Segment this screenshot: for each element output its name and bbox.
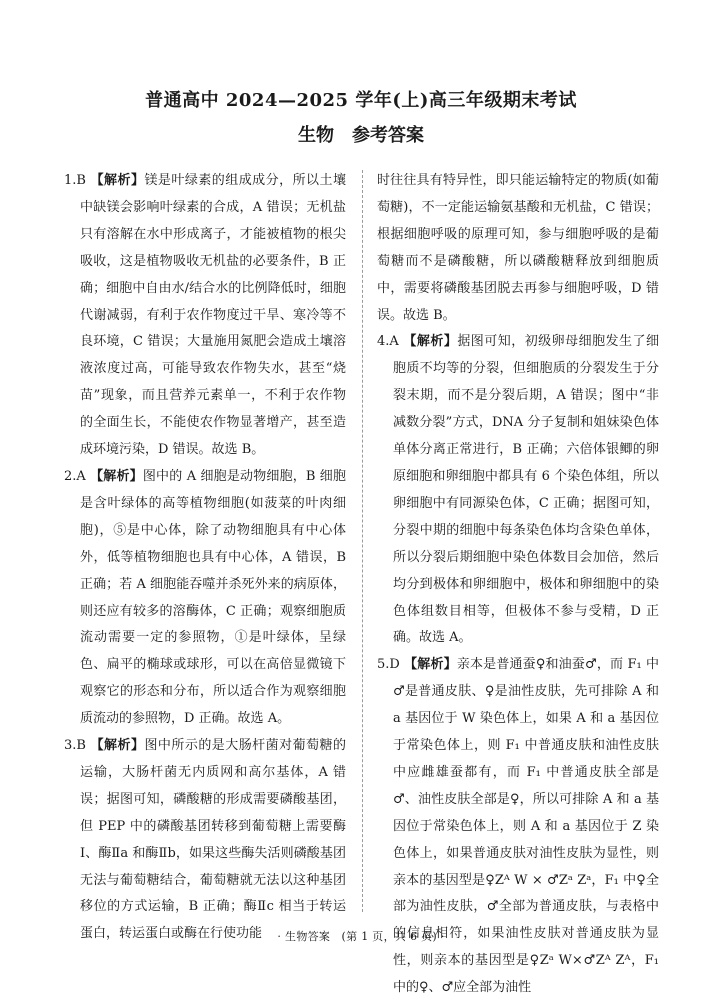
answer-item-4	[377, 329, 659, 652]
left-column	[64, 168, 346, 948]
answer-item-3-continuation: 时往往具有特异性，即只能运输特定的物质(如葡萄糖)，不一定能运输氨基酸和无机盐，C 错误；根据细胞呼吸的原理可知，参与细胞呼吸的是葡萄糖而不是磷酸糖，所以磷酸糖释放到细胞质中，需要将磷酸基团脱去再参与细胞呼吸，D 错误。故选 B。	[377, 173, 659, 323]
answer-text: 亲本是普通蚕♀和油蚕♂，而 F₁ 中♂是普通皮肤、♀是油性皮肤，先可排除 A 和 a 基因位于 W 染色体上，如果 A 和 a 基因位于常染色体上，则 F₁ 中普通皮肤和油性皮肤中应雌雄蚕都有，而 F₁ 中普通皮肤全部是♂、油性皮肤全部是♀，所以可排除 A 和 a 基因位于常染色体上，则 A 和 a 基因位于 Z 染色体上，如果普通皮肤对油性皮肤为显性，则亲本的基因型是♀Zᴬ W × ♂Zᵃ Zᵃ，F₁ 中♀全部为油性皮肤，♂全部为普通皮肤，与表格中的信息相符，如果油性皮肤对普通皮肤为显性，则亲本的基因型是♀Zᵃ W×♂Zᴬ Zᴬ，F₁ 中的♀、♂应全部为油性	[393, 657, 660, 996]
answer-number: 4.A	[377, 334, 399, 350]
analysis-tag: 【解析】	[404, 657, 457, 673]
answer-number: 1.B	[64, 173, 86, 188]
analysis-tag: 【解析】	[90, 173, 145, 188]
right-column	[377, 168, 659, 1002]
answer-text: 图中的 A 细胞是动物细胞，B 细胞是含叶绿体的高等植物细胞(如菠菜的叶肉细胞)，⑤是中心体，除了动物细胞具有中心体外，低等植物细胞也具有中心体，A 错误，B 正确；若 A 细胞能吞噬并杀死外来的病原体，则还应有较多的溶酶体，C 正确；观察细胞质流动需要一定的参照物，①是叶绿体，呈绿色、扁平的椭球或球形，可以在高倍显微镜下观察它的形态和分布，所以适合作为观察细胞质流动的参照物，D 正确。故选 A。	[80, 468, 346, 727]
answer-item-2	[64, 464, 346, 733]
answer-number: 3.B	[64, 738, 86, 754]
page-title: 普通高中 2024—2025 学年(上)高三年级期末考试	[145, 90, 577, 111]
answer-text: 据图可知，初级卵母细胞发生了细胞质不均等的分裂，但细胞质的分裂发生于分裂末期，而不是分裂后期，A 错误；图中“非减数分裂”方式，DNA 分子复制和姐妹染色体单体分离正常进行，B 正确；六倍体银鲫的卵原细胞和卵细胞中都具有 6 个染色体组，所以卵细胞中有同源染色体，C 正确；据图可知，分裂中期的细胞中每条染色体均含染色单体，所以分裂后期细胞中染色体数目会加倍，然后均分到极体和卵细胞中，极体和卵细胞中的染色体组数目相等，但极体不参与受精，D 正确。故选 A。	[393, 334, 659, 646]
answer-text: 图中所示的是大肠杆菌对葡萄糖的运输，大肠杆菌无内质网和高尔基体，A 错误；据图可知，磷酸糖的形成需要磷酸基团，但 PEP 中的磷酸基团转移到葡萄糖上需要酶Ⅰ、酶Ⅱa 和酶Ⅱb，如果这些酶失活则磷酸基团无法与葡萄糖结合，葡萄糖就无法以这种基团移位的方式运输，B 正确；酶Ⅱc 相当于转运蛋白，转运蛋白或酶在行使功能	[80, 738, 346, 942]
analysis-tag: 【解析】	[403, 334, 458, 350]
analysis-tag: 【解析】	[90, 468, 143, 484]
page-footer: · 生物答案 (第 1 页，共 6 页) ·	[277, 930, 445, 943]
answer-text: 镁是叶绿素的组成成分，所以土壤中缺镁会影响叶绿素的合成，A 错误；无机盐只有溶解在水中形成离子，才能被植物的根尖吸收，这是植物吸收无机盐的必要条件，B 正确；细胞中自由水/结合水的比例降低时，细胞代谢减弱，有利于农作物度过干旱、寒冷等不良环境，C 错误；大量施用氮肥会造成土壤溶液浓度过高，可能导致农作物失水，甚至“烧苗”现象，而且营养元素单一，不利于农作物的全面生长，不能使农作物显著增产，甚至造成环境污染，D 错误。故选 B。	[80, 173, 346, 458]
answer-number: 5.D	[377, 657, 400, 673]
answer-item-5	[377, 652, 659, 1002]
answer-number: 2.A	[64, 468, 86, 484]
answer-item-3	[64, 733, 346, 948]
page-subtitle: 生物 参考答案	[298, 125, 424, 146]
analysis-tag: 【解析】	[90, 738, 145, 754]
answer-item-1	[64, 168, 346, 464]
column-divider	[362, 170, 363, 912]
